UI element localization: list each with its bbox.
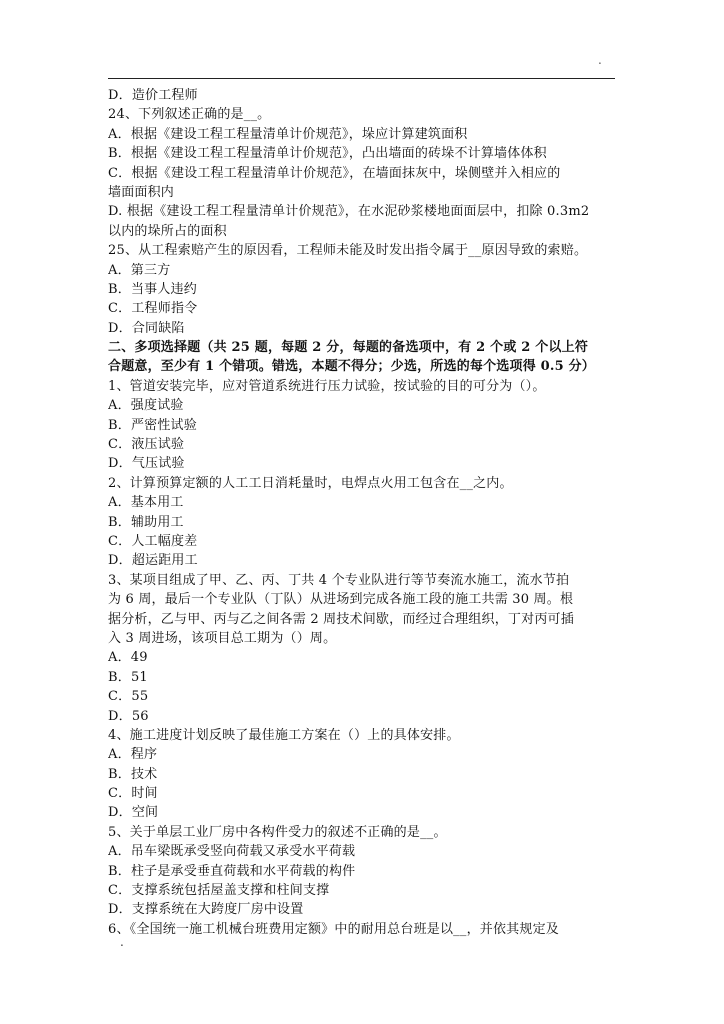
text-line: A．根据《建设工程工程量清单计价规范》，垛应计算建筑面积 bbox=[108, 126, 468, 142]
text-line: B．严密性试验 bbox=[108, 417, 197, 433]
footer-mark: . bbox=[120, 935, 124, 949]
text-line: C．液压试验 bbox=[108, 437, 185, 453]
text-line: C．支撑系统包括屋盖支撑和柱间支撑 bbox=[108, 883, 330, 899]
text-line: A．基本用工 bbox=[108, 495, 184, 511]
text-line: 入 3 周进场，该项目总工期为（）周。 bbox=[108, 630, 337, 646]
text-line: D．超运距用工 bbox=[108, 553, 198, 569]
text-line: 3、某项目组成了甲、乙、丙、丁共 4 个专业队进行等节奏流水施工，流水节拍 bbox=[108, 572, 570, 588]
text-line: 24、下列叙述正确的是__。 bbox=[108, 107, 271, 123]
text-line: A．49 bbox=[108, 650, 148, 666]
document-body bbox=[108, 86, 618, 939]
text-line: D．合同缺陷 bbox=[108, 320, 185, 336]
header-rule bbox=[108, 78, 615, 79]
text-line: 25、从工程索赔产生的原因看，工程师未能及时发出指令属于__原因导致的索赔。 bbox=[108, 243, 588, 259]
text-line: B．根据《建设工程工程量清单计价规范》，凸出墙面的砖垛不计算墙体体积 bbox=[108, 146, 547, 162]
text-line: D．支撑系统在大跨度厂房中设置 bbox=[108, 902, 304, 918]
section-heading-line: 二、多项选择题（共 25 题，每题 2 分，每题的备选项中，有 2 个或 2 个以上符 bbox=[108, 340, 589, 356]
text-line: A．程序 bbox=[108, 747, 158, 763]
text-line: C．人工幅度差 bbox=[108, 533, 198, 549]
text-line: D. 根据《建设工程工程量清单计价规范》，在水泥砂浆楼地面面层中，扣除 0.3m2 bbox=[108, 204, 590, 220]
text-line: 据分析，乙与甲、丙与乙之间各需 2 周技术间歇，而经过合理组织，丁对丙可插 bbox=[108, 611, 574, 627]
text-line: 以内的垛所占的面积 bbox=[108, 223, 227, 239]
text-line: B．当事人违约 bbox=[108, 281, 197, 297]
section-heading-line: 合题意，至少有 1 个错项。错选，本题不得分；少选，所选的每个选项得 0.5 分） bbox=[108, 359, 595, 375]
text-line: B．51 bbox=[108, 669, 148, 685]
text-line: B．技术 bbox=[108, 766, 158, 782]
text-line: B．辅助用工 bbox=[108, 514, 184, 530]
text-line: D．造价工程师 bbox=[108, 88, 198, 103]
text-line: B．柱子是承受垂直荷载和水平荷载的构件 bbox=[108, 863, 356, 879]
text-line: A．强度试验 bbox=[108, 398, 184, 414]
header-mark: . bbox=[598, 53, 602, 67]
text-line: 为 6 周，最后一个专业队（丁队）从进场到完成各施工段的施工共需 30 周。根 bbox=[108, 592, 574, 608]
text-line: C．根据《建设工程工程量清单计价规范》，在墙面抹灰中，垛侧壁并入相应的 bbox=[108, 165, 561, 181]
text-line: 6、《全国统一施工机械台班费用定额》中的耐用总台班是以__，并依其规定及 bbox=[108, 921, 559, 937]
text-line: 墙面面积内 bbox=[108, 184, 175, 200]
text-line: D．气压试验 bbox=[108, 456, 185, 472]
text-line: A．第三方 bbox=[108, 262, 171, 278]
text-line: 1、管道安装完毕，应对管道系统进行压力试验，按试验的目的可分为（）。 bbox=[108, 378, 546, 394]
text-line: D．空间 bbox=[108, 805, 159, 821]
text-line: A．吊车梁既承受竖向荷载又承受水平荷载 bbox=[108, 844, 356, 860]
text-line: C．时间 bbox=[108, 786, 158, 802]
text-line: 4、施工进度计划反映了最佳施工方案在（）上的具体安排。 bbox=[108, 727, 460, 743]
text-line: 2、计算预算定额的人工工日消耗量时，电焊点火用工包含在__之内。 bbox=[108, 475, 513, 491]
text-line: 5、关于单层工业厂房中各构件受力的叙述不正确的是__。 bbox=[108, 824, 447, 840]
text-line: C．工程师指令 bbox=[108, 301, 198, 317]
text-line: C．55 bbox=[108, 689, 149, 705]
text-line: D．56 bbox=[108, 708, 149, 724]
